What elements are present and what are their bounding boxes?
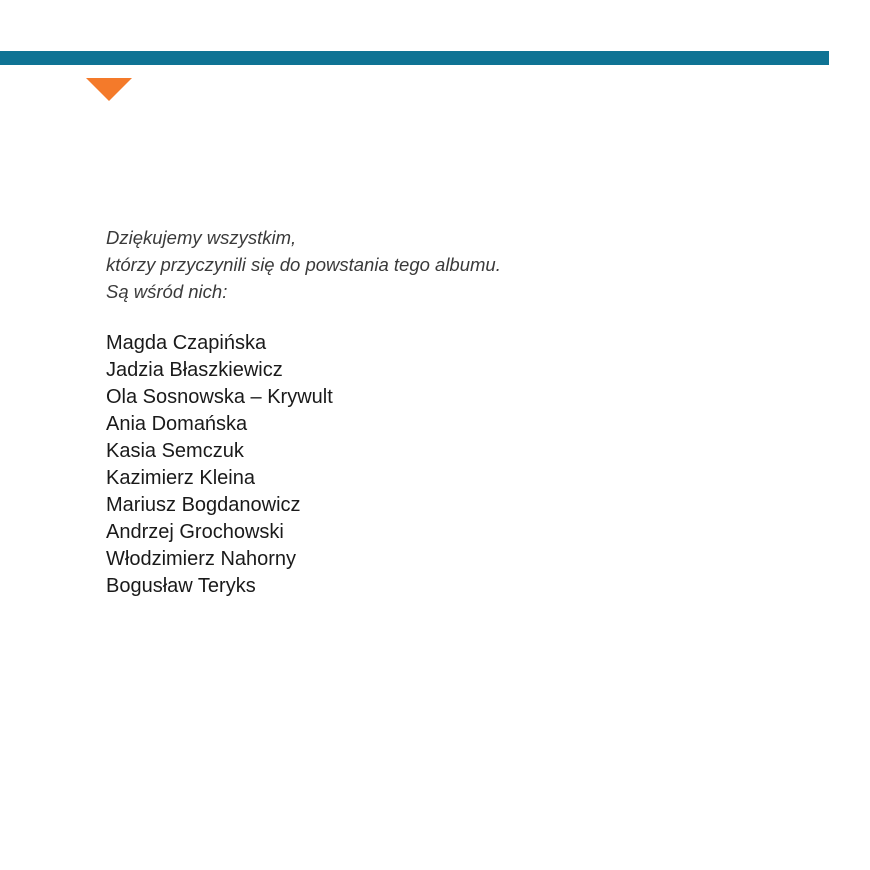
intro-line: Są wśród nich:	[106, 281, 228, 302]
intro-line: Dziękujemy wszystkim,	[106, 227, 297, 248]
name-item: Włodzimierz Nahorny	[106, 548, 297, 570]
name-item: Magda Czapińska	[106, 332, 267, 354]
name-item: Andrzej Grochowski	[106, 521, 284, 543]
name-item: Kasia Semczuk	[106, 440, 244, 462]
name-item: Bogusław Teryks	[106, 575, 256, 597]
name-item: Jadzia Błaszkiewicz	[106, 359, 283, 381]
thanks-intro	[106, 224, 501, 305]
triangle-marker-icon	[86, 78, 132, 101]
header-bar	[0, 51, 829, 65]
names-list	[106, 330, 333, 600]
intro-line: którzy przyczynili się do powstania tego albumu.	[106, 254, 501, 275]
name-item: Ania Domańska	[106, 413, 248, 435]
name-item: Mariusz Bogdanowicz	[106, 494, 301, 516]
name-item: Ola Sosnowska – Krywult	[106, 386, 333, 408]
name-item: Kazimierz Kleina	[106, 467, 255, 489]
